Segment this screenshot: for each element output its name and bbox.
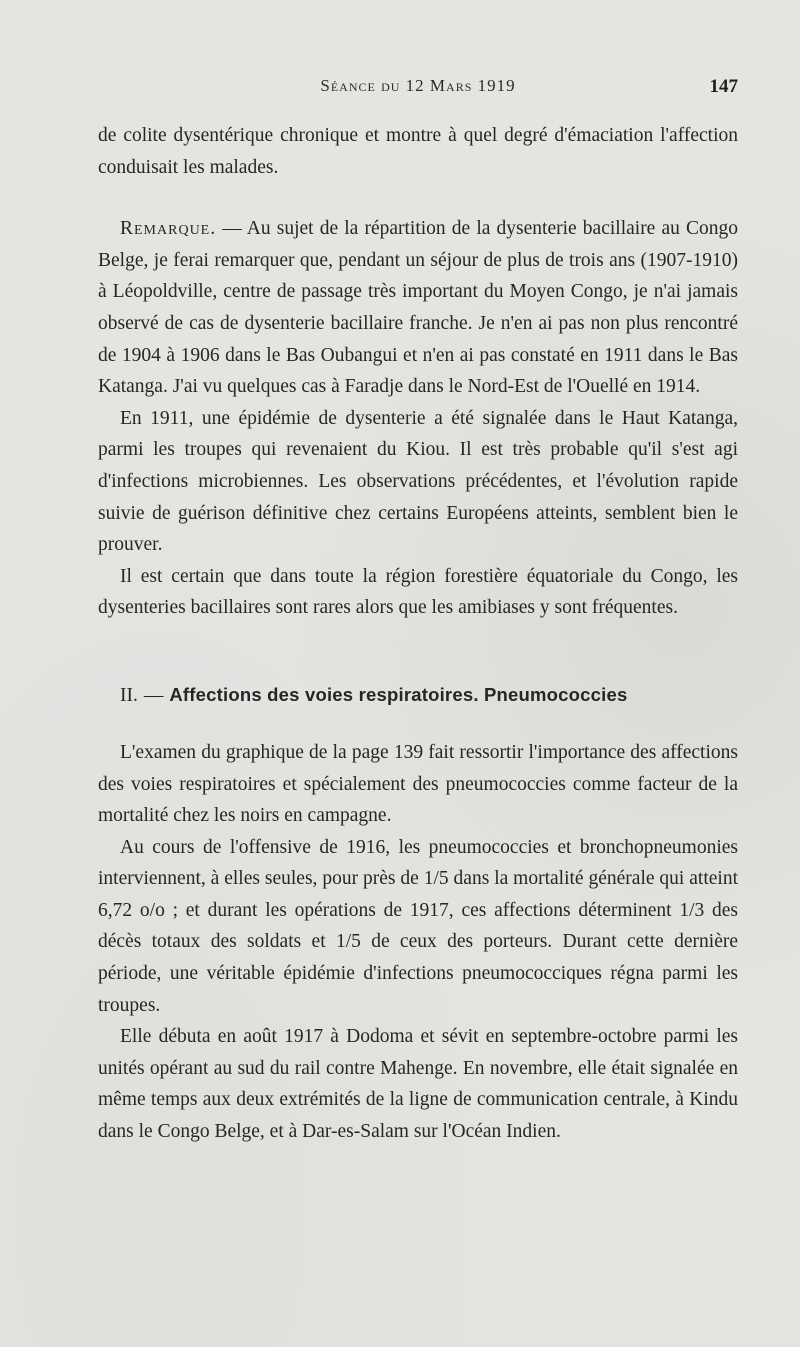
paragraph-6: Au cours de l'offensive de 1916, les pneumococcies et bronchopneumonies interviennent, à elles seules, pour près de 1/5 dans la mortalité générale qui atteint 6,72 o/o ; et durant les opérations de 1917, ces affections déterminent 1/3 des décès totaux des soldats et 1/5 de ceux des porteurs. Durant cette dernière période, une véritable épidémie d'infections pneumococciques régna parmi les troupes. [98,836,738,1016]
paragraph-1: de colite dysentérique chronique et montre à quel degré d'émaciation l'affection conduisait les malades. [98,125,738,178]
paragraph-7: Elle débuta en août 1917 à Dodoma et sévit en septembre-octobre parmi les unités opérant au sud du rail contre Mahenge. En novembre, elle était signalée en même temps aux deux extrémités de la ligne de communication centrale, à Kindu dans le Congo Belge, et à Dar-es-Salam sur l'Océan Indien. [98,1026,738,1143]
paragraph-4: Il est certain que dans toute la région forestière équatoriale du Congo, les dysenteries bacillaires sont rares alors que les amibiases y sont fréquentes. [98,565,738,619]
paragraph-remarque [98,213,738,403]
section-number: II. [120,684,138,706]
paragraph-3: En 1911, une épidémie de dysenterie a été signalée dans le Haut Katanga, parmi les troupes qui revenaient du Kiou. Il est très probable qu'il s'est agi d'infections microbiennes. Les observations précédentes, et l'évolution rapide suivie de guérison définitive chez certains Européens atteints, semblent bien le prouver. [98,407,738,556]
remarque-text: — Au sujet de la répartition de la dysenterie bacillaire au Congo Belge, je ferai remarquer que, pendant un séjour de plus de trois ans (1907-1910) à Léopoldville, centre de passage très important du Moyen Congo, je n'ai jamais observé de cas de dysenterie bacillaire franche. Je n'en ai pas non plus rencontré de 1904 à 1906 dans le Bas Oubangui et n'en ai pas constaté en 1911 dans le Bas Katanga. J'ai vu quelques cas à Faradje dans le Nord-Est de l'Ouellé en 1914. [98,218,739,398]
running-title: Séance du 12 Mars 1919 [320,76,516,95]
page-number: 147 [709,76,738,97]
body-text [98,120,738,1148]
remarque-label: Remarque. [120,218,217,240]
section-heading [98,680,738,711]
section-title: Affections des voies respiratoires. Pneumococcies [169,683,628,705]
paragraph-5: L'examen du graphique de la page 139 fait ressortir l'importance des affections des voies respiratoires et spécialement des pneumococcies comme facteur de la mortalité chez les noirs en campagne. [98,741,738,827]
section-dash: — [143,684,164,706]
running-header [98,76,738,104]
